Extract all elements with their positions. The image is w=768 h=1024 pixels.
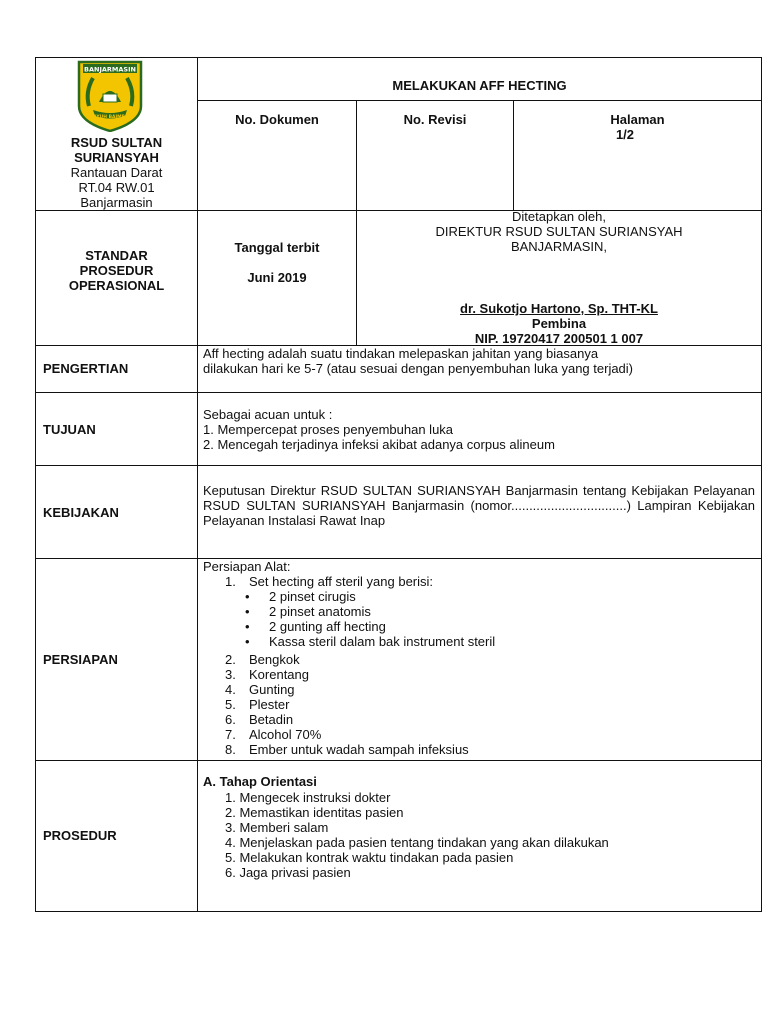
list-item-number: 8. [225,742,236,757]
persiapan-intro: Persiapan Alat: [203,559,291,574]
list-item: 2 gunting aff hecting [269,619,386,634]
prosedur-phase-title: A. Tahap Orientasi [203,774,317,789]
sub-bullet: • [245,619,250,634]
prosedur-step: 4. Menjelaskan pada pasien tentang tindakan yang akan dilakukan [225,835,609,850]
prosedur-step: 5. Melakukan kontrak waktu tindakan pada pasien [225,850,514,865]
table-border-right [761,57,762,912]
signer-name: dr. Sukotjo Hartono, Sp. THT-KL [460,301,658,316]
prosedur-label: PROSEDUR [43,828,117,843]
hospital-address-line-3: Banjarmasin [80,195,153,210]
row-divider-prosedur [35,760,762,761]
list-item: 2 pinset anatomis [269,604,371,619]
hospital-address-line-2: RT.04 RW.01 [78,180,155,195]
svg-text:KAYUH BAIMBAI: KAYUH BAIMBAI [89,115,131,120]
list-item: Bengkok [249,652,300,667]
svg-text:BANJARMASIN: BANJARMASIN [84,65,136,74]
list-item-number: 2. [225,652,236,667]
document-title: MELAKUKAN AFF HECTING [392,78,567,93]
issue-date-value: Juni 2019 [247,270,307,285]
hospital-name-line-2: SURIANSYAH [74,150,159,165]
prosedur-step: 2. Memastikan identitas pasien [225,805,404,820]
persiapan-item-text: Set hecting aff steril yang berisi: [249,574,434,589]
row-divider-kebijakan [35,465,762,466]
list-item-number: 3. [225,667,236,682]
pengertian-text-line-1: Aff hecting adalah suatu tindakan melepaskan jahitan yang biasanya [203,346,599,361]
list-item-number: 7. [225,727,236,742]
prosedur-step: 6. Jaga privasi pasien [225,865,351,880]
row-divider-persiapan [35,558,762,559]
list-item: Ember untuk wadah sampah infeksius [249,742,469,757]
list-item-number: 4. [225,682,236,697]
approved-by-line-2: DIREKTUR RSUD SULTAN SURIANSYAH [435,224,683,239]
sop-label-line-3: OPERASIONAL [68,278,165,293]
sub-bullet: • [245,589,250,604]
row-divider-tujuan [35,392,762,393]
persiapan-item-number: 1. [225,574,236,589]
list-item: 2 pinset cirugis [269,589,356,604]
signer-rank: Pembina [531,316,587,331]
sub-bullet: • [245,604,250,619]
list-item: Kassa steril dalam bak instrument steril [269,634,496,649]
approved-by-line-1: Ditetapkan oleh, [512,209,606,224]
approved-by-line-3: BANJARMASIN, [510,239,608,254]
pengertian-label: PENGERTIAN [43,361,129,376]
header-row-divider [197,100,762,101]
hospital-logo [75,60,145,132]
revision-label: No. Revisi [403,112,467,127]
table-border-top [35,57,762,58]
list-item-number: 5. [225,697,236,712]
sop-label-line-1: STANDAR [85,248,148,263]
list-item: Korentang [249,667,309,682]
doc-number-label: No. Dokumen [235,112,319,127]
sop-label-line-2: PROSEDUR [79,263,154,278]
pengertian-text-line-2: dilakukan hari ke 5-7 (atau sesuai dengan penyembuhan luka yang terjadi) [203,361,634,376]
list-item-number: 6. [225,712,236,727]
hospital-name-line-1: RSUD SULTAN [70,135,163,150]
list-item: Gunting [249,682,295,697]
tujuan-item-1: 1. Mempercepat proses penyembuhan luka [203,422,454,437]
issue-date-label: Tanggal terbit [234,240,320,255]
signer-nip: NIP. 19720417 200501 1 007 [474,331,644,346]
list-item: Alcohol 70% [249,727,322,742]
tujuan-item-2: 2. Mencegah terjadinya infeksi akibat adanya corpus alineum [203,437,555,452]
list-item: Betadin [249,712,294,727]
tujuan-intro: Sebagai acuan untuk : [203,407,333,422]
table-border-bottom [35,911,762,912]
page-label: Halaman [610,112,665,127]
prosedur-step: 1. Mengecek instruksi dokter [225,790,391,805]
tujuan-label: TUJUAN [43,422,96,437]
list-item: Plester [249,697,290,712]
sub-bullet: • [245,634,250,649]
page-value: 1/2 [615,127,635,142]
prosedur-step: 3. Memberi salam [225,820,329,835]
column-divider [197,57,198,912]
persiapan-label: PERSIAPAN [43,652,118,667]
hospital-address-line-1: Rantauan Darat [70,165,163,180]
kebijakan-label: KEBIJAKAN [43,505,119,520]
kebijakan-text: Keputusan Direktur RSUD SULTAN SURIANSYAH Banjarmasin tentang Kebijakan Pelayanan RSUD SULTAN SURIANSYAH Banjarmasin (nomor................................) Lampiran Kebijakan Pelayanan Instalasi Rawat Inap [203,483,755,528]
